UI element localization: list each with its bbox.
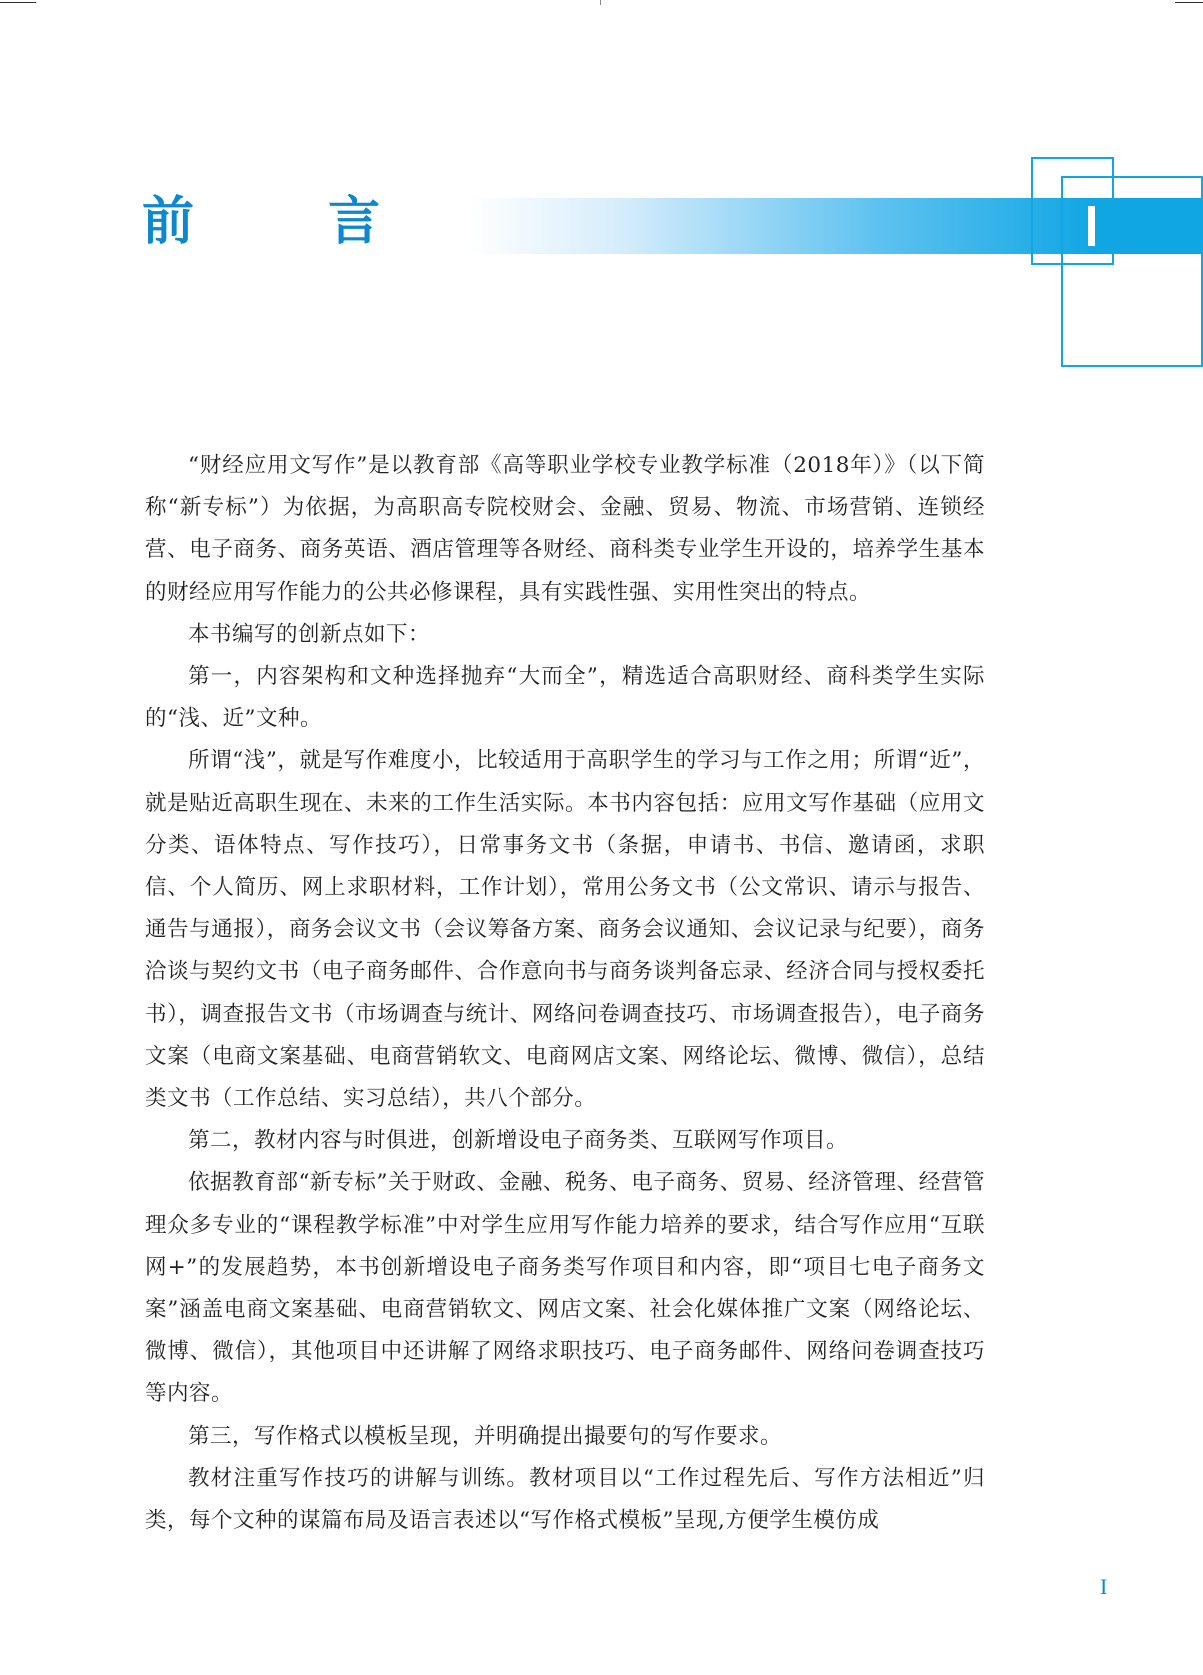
page-number: I [1100, 1574, 1108, 1599]
paragraph: 教材注重写作技巧的讲解与训练。教材项目以“工作过程先后、写作方法相近”归类，每个文种的谋篇布局及语言表述以“写作格式模板”呈现,方便学生模仿成 [145, 1465, 985, 1534]
crop-mark-top-center [600, 0, 601, 5]
paragraph: 第二，教材内容与时俱进，创新增设电子商务类、互联网写作项目。 [188, 1128, 849, 1154]
paragraph: “财经应用文写作”是以教育部《高等职业学校专业教学标准（2018年）》（以下简称“新专标”）为依据，为高职高专院校财会、金融、贸易、物流、市场营销、连锁经营、电子商务、商务英语、酒店管理等各财经、商科类专业学生开设的，培养学生基本的财经应用写作能力的公共必修课程，具有实践性强、实用性突出的特点。 [145, 453, 985, 605]
paragraph: 第三，写作格式以模板呈现，并明确提出撮要句的写作要求。 [188, 1423, 783, 1449]
crop-mark-top-right [1175, 2, 1203, 3]
crop-mark-top-left [0, 2, 36, 3]
decorative-notch [1088, 206, 1095, 246]
title-gradient-bar [468, 198, 1095, 254]
decorative-box-outline-large [1061, 176, 1203, 367]
paragraph: 第一，内容架构和文种选择抛弃“大而全”，精选适合高职财经、商科类学生实际的“浅、近”文种。 [145, 664, 985, 732]
preface-body [145, 445, 985, 1542]
page-title: 前 言 [142, 191, 439, 252]
paragraph: 所谓“浅”，就是写作难度小，比较适用于高职学生的学习与工作之用；所谓“近”，就是贴近高职生现在、未来的工作生活实际。本书内容包括：应用文写作基础（应用文分类、语体特点、写作技巧），日常事务文书（条据，申请书、书信、邀请函，求职信、个人简历、网上求职材料，工作计划），常用公务文书（公文常识、请示与报告、通告与通报），商务会议文书（会议筹备方案、商务会议通知、会议记录与纪要），商务洽谈与契约文书（电子商务邮件、合作意向书与商务谈判备忘录、经济合同与授权委托书），调查报告文书（市场调查与统计、网络问卷调查技巧、市场调查报告），电子商务文案（电商文案基础、电商营销软文、电商网店文案、网络论坛、微博、微信），总结类文书（工作总结、实习总结），共八个部分。 [145, 748, 985, 1112]
paragraph: 本书编写的创新点如下： [188, 621, 431, 647]
paragraph: 依据教育部“新专标”关于财政、金融、税务、电子商务、贸易、经济管理、经营管理众多专业的“课程教学标准”中对学生应用写作能力培养的要求，结合写作应用“互联网+”的发展趋势，本书创新增设电子商务类写作项目和内容，即“项目七电子商务文案”涵盖电商文案基础、电商营销软文、网店文案、社会化媒体推广文案（网络论坛、微博、微信），其他项目中还讲解了网络求职技巧、电子商务邮件、网络问卷调查技巧等内容。 [145, 1170, 985, 1407]
